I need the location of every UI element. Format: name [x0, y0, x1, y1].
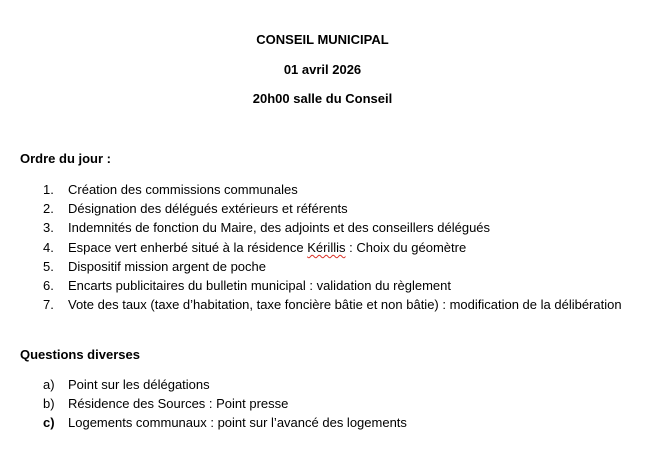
agenda-item-text: Dispositif mission argent de poche	[68, 259, 266, 274]
agenda-item-text: Désignation des délégués extérieurs et référents	[68, 201, 348, 216]
agenda-item-number: 3.	[43, 220, 54, 235]
agenda-item-number: 1.	[43, 182, 54, 197]
agenda-item-number: 4.	[43, 240, 54, 255]
agenda-item-text: Création des commissions communales	[68, 182, 298, 197]
questions-heading: Questions diverses	[20, 347, 140, 362]
agenda-item-text: Vote des taux (taxe d’habitation, taxe foncière bâtie et non bâtie) : modification de la délibération	[68, 297, 622, 312]
document-title: CONSEIL MUNICIPAL	[256, 32, 389, 47]
meeting-date: 01 avril 2026	[283, 62, 362, 77]
question-item-text: Résidence des Sources : Point presse	[68, 396, 289, 411]
agenda-item-number: 5.	[43, 259, 54, 274]
question-item-letter: b)	[43, 396, 55, 411]
agenda-item-text: Encarts publicitaires du bulletin municipal : validation du règlement	[68, 278, 451, 293]
question-item-letter: c)	[43, 415, 55, 430]
question-item-letter: a)	[43, 377, 55, 392]
agenda-heading: Ordre du jour :	[20, 151, 111, 166]
agenda-item-number: 7.	[43, 297, 54, 312]
agenda-item-text	[68, 238, 466, 257]
question-item-text: Logements communaux : point sur l’avancé des logements	[68, 415, 407, 430]
question-item-text: Point sur les délégations	[68, 377, 210, 392]
meeting-time-place: 20h00 salle du Conseil	[252, 91, 393, 106]
agenda-item-text-after: : Choix du géomètre	[345, 240, 467, 255]
agenda-item-number: 6.	[43, 278, 54, 293]
agenda-item-number: 2.	[43, 201, 54, 216]
agenda-item-text: Indemnités de fonction du Maire, des adjoints et des conseillers délégués	[68, 220, 491, 235]
agenda-item-text-before: Espace vert enherbé situé à la résidence	[68, 240, 308, 255]
spellcheck-flagged-word[interactable]: Kérillis	[307, 240, 346, 255]
